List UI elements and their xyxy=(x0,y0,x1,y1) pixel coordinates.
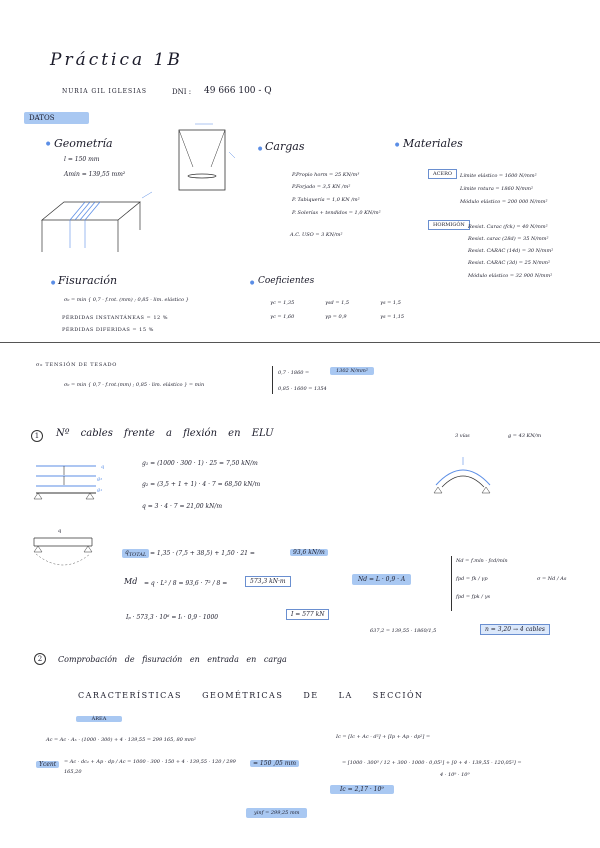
tension-formula: σ₀ = min { 0,7 · f.rot.(mm) ; 0,85 · lim. elástico } = min xyxy=(64,382,205,388)
section2-subtitle: CARACTERÍSTICAS GEOMÉTRICAS DE LA SECCIÓN xyxy=(78,691,424,700)
ycent-label: Ycent xyxy=(36,761,59,768)
cargas-heading: Cargas xyxy=(265,140,305,153)
ycent-result: = 150 ,05 mm xyxy=(250,760,299,767)
arch-sketch xyxy=(432,455,494,495)
geometria-area: Amin = 139,55 mm² xyxy=(64,171,126,178)
case-item: fpd = fk / γp xyxy=(456,576,488,582)
beam-diagram xyxy=(30,528,100,580)
page-title: Práctica 1B xyxy=(50,50,183,70)
brace xyxy=(272,366,273,394)
geometria-heading: Geometría xyxy=(54,137,113,150)
section-number: 1 xyxy=(31,430,43,442)
section2-title: Comprobación de fisuración en entrada en carga xyxy=(58,655,287,664)
hormigon-tag: HORMIGÓN xyxy=(428,220,470,230)
beam-top-label: q xyxy=(58,528,62,534)
case-item: Nd = f.mín · fcd/mín xyxy=(456,558,508,564)
carga-item: P. Solerías + tendidos = 1,0 KN/m² xyxy=(292,210,381,216)
prestress-result: I = 577 kN xyxy=(286,609,329,620)
dni-label: DNI : xyxy=(172,88,192,96)
tension-label: σ₀ TENSIÓN DE TESADO xyxy=(36,362,118,368)
slab-sketch xyxy=(40,190,150,260)
load-label: q xyxy=(101,464,105,470)
tension-opt1-result: 1302 N/mm² xyxy=(330,367,374,375)
geometria-length: l = 150 mm xyxy=(64,156,100,163)
hormigon-item: Módulo elástico = 32 900 N/mm² xyxy=(468,273,553,279)
hormigon-item: Resist. CARAC (14d) = 30 N/mm² xyxy=(468,248,554,254)
acero-tag: ACERO xyxy=(428,169,457,179)
bullet-dot-icon: • xyxy=(248,276,257,292)
yinf-result: yinf = 299,25 mm xyxy=(246,808,307,818)
section-number: 2 xyxy=(34,653,46,665)
section-sketch xyxy=(175,122,235,192)
ycent-formula: = Ac · dc₁ + Ap · dp / Ac = 1000 · 300 · 150 + 4 · 139,55 · 120 / 299 165,20 xyxy=(64,759,236,775)
tension-opt1: 0,7 · 1860 = xyxy=(278,370,310,376)
tension-opt2: 0,85 · 1600 = 1354 xyxy=(278,386,327,392)
acero-item: Módulo elástico = 200 000 N/mm² xyxy=(460,199,548,205)
brace xyxy=(451,556,452,611)
hormigon-item: Resist. carac (28d) = 35 N/mm² xyxy=(468,236,549,242)
inertia-note: 4 · 10⁹ · 10⁹ xyxy=(440,772,470,778)
md-label: Md xyxy=(124,577,138,586)
author-name: NURIA GIL IGLESIAS xyxy=(62,88,147,95)
area-calc: Ac = Ac · Aₕ · (1000 · 300) + 4 · 139,55 = 299 165, 80 mm² xyxy=(46,737,196,743)
inertia-line2: = [1000 · 300³ / 12 + 300 · 1000 · 0,05²] + [0 + 4 · 139,55 · 120,05²] = xyxy=(342,760,522,766)
bullet-dot-icon: • xyxy=(49,276,58,292)
carga-item: P.Propio horm = 25 KN/m³ xyxy=(292,172,360,178)
materiales-heading: Materiales xyxy=(403,137,463,150)
qd-result: 93,6 kN/m xyxy=(290,549,328,556)
calc-q: q = 3 · 4 · 7 = 21,00 kN/m xyxy=(142,503,223,510)
area-tag: ÁREA xyxy=(76,716,122,722)
coef-item: γc = 1,35 xyxy=(270,300,295,306)
dni-value: 49 666 100 - Q xyxy=(204,86,272,96)
section1-span: 3 vías xyxy=(455,433,470,439)
bullet-dot-icon: • xyxy=(44,137,53,153)
hormigon-item: Resist. CARAC (3d) = 25 N/mm² xyxy=(468,260,551,266)
coef-item: γs = 1,15 xyxy=(380,314,405,320)
inertia-line1: Ic = [Ic + Ac · d²] + [Ip + Ap · dp²] = xyxy=(336,734,431,740)
bullet-dot-icon: • xyxy=(256,142,265,158)
load-label: g₁ xyxy=(97,487,103,493)
md-result: 573,3 kN·m xyxy=(245,576,291,587)
fisuracion-dif: PÉRDIDAS DIFERIDAS = 15 % xyxy=(62,327,154,333)
inertia-result: Ic = 2,17 · 10⁹ xyxy=(330,785,394,794)
fisuracion-sigma: σ₀ = min { 0,7 · f.rot. (mm) ; 0,85 · lim. elástico } xyxy=(64,297,189,303)
acero-item: Límite rotura = 1860 N/mm² xyxy=(460,186,534,192)
coef-item: γs = 1,5 xyxy=(380,300,401,306)
nd-result: Nd = L · 0,9 · A xyxy=(352,574,411,585)
carga-item: A.C. USO = 3 KN/m² xyxy=(290,232,343,238)
calc-g1: g₁ = (1000 · 300 · 1) · 25 = 7,50 kN/m xyxy=(142,460,258,467)
load-label: g₂ xyxy=(97,476,103,482)
fisuracion-inst: PÉRDIDAS INSTANTÁNEAS = 12 % xyxy=(62,315,169,321)
qd-label: $q_{TOTAL}$ xyxy=(122,549,149,558)
divider xyxy=(0,342,600,343)
phi-note: σ = Nd / As xyxy=(537,576,567,582)
prestress-calc: Iₚ · 573,3 · 10⁶ = Iᵢ · 0,9 · 1000 xyxy=(126,614,219,621)
section-tag-datos: DATOS xyxy=(24,112,89,124)
bullet-dot-icon: • xyxy=(393,138,402,154)
section1-title: Nº cables frente a flexión en ELU xyxy=(56,428,274,439)
fisuracion-heading: Fisuración xyxy=(58,274,118,287)
coeficientes-heading: Coeficientes xyxy=(258,276,315,286)
load-diagram xyxy=(34,463,109,508)
md-formula: = q · L² / 8 = 93,6 · 7² / 8 = xyxy=(144,580,228,587)
case-item: fpd = fpk / γs xyxy=(456,594,491,600)
calc-g2: g₂ = (3,5 + 1 + 1) · 4 · 7 = 68,50 kN/m xyxy=(142,481,261,488)
qd-formula: = 1,35 · (7,5 + 38,5) + 1,50 · 21 = xyxy=(150,550,255,557)
section1-q-note: g = 43 KN/m xyxy=(508,433,542,439)
final-result: n = 3,20 → 4 cables xyxy=(480,624,550,635)
coef-item: γc = 1,60 xyxy=(270,314,295,320)
carga-item: P. Tabiquería = 1,0 KN /m² xyxy=(292,197,360,203)
carga-item: P.Forjado = 3,5 KN /m² xyxy=(292,184,351,190)
hormigon-item: Resist. Carac (fck) = 40 N/mm² xyxy=(468,224,548,230)
acero-item: Límite elástico = 1600 N/mm² xyxy=(460,173,537,179)
coef-item: γsd = 1,5 xyxy=(325,300,350,306)
coef-item: γp = 0,9 xyxy=(325,314,347,320)
final-calc: 637,2 = 139,55 · 1860/1,5 xyxy=(370,628,437,634)
